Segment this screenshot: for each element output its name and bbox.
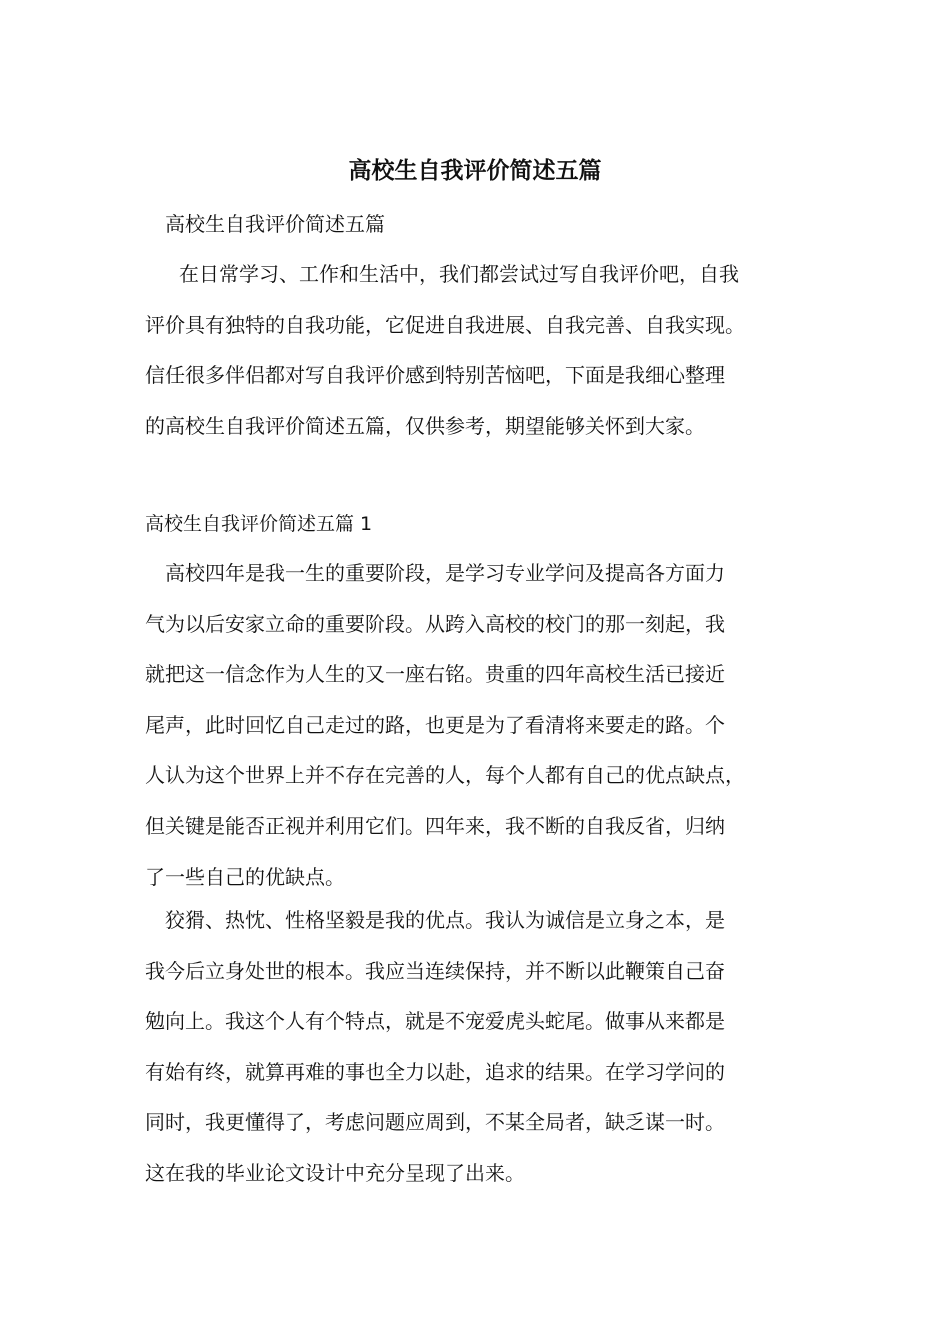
paragraph-line: 尾声，此时回忆自己走过的路，也更是为了看清将来要走的路。个 [145, 712, 725, 737]
intro-line: 在日常学习、工作和生活中，我们都尝试过写自我评价吧，自我 [179, 262, 739, 286]
paragraph-line: 同时，我更懂得了，考虑问题应周到，不某全局者，缺乏谋一时。 [145, 1110, 725, 1135]
paragraph-line: 就把这一信念作为人生的又一座右铭。贵重的四年高校生活已接近 [145, 662, 725, 687]
paragraph-line: 气为以后安家立命的重要阶段。从跨入高校的校门的那一刻起，我 [145, 611, 725, 636]
document-subtitle: 高校生自我评价简述五篇 [165, 212, 385, 236]
section1-paragraph-2 [145, 905, 835, 1209]
intro-line: 信任很多伴侣都对写自我评价感到特别苦恼吧，下面是我细心整理 [145, 363, 725, 388]
paragraph-line: 人认为这个世界上并不存在完善的人，每个人都有自己的优点缺点， [145, 763, 745, 788]
paragraph-line: 有始有终，就算再难的事也全力以赴，追求的结果。在学习学问的 [145, 1059, 725, 1084]
intro-line: 评价具有独特的自我功能，它促进自我进展、自我完善、自我实现。 [145, 312, 745, 337]
paragraph-line: 高校四年是我一生的重要阶段，是学习专业学问及提高各方面力 [165, 561, 725, 585]
section1-paragraph-1 [145, 558, 835, 912]
paragraph-line: 勉向上。我这个人有个特点，就是不宠爱虎头蛇尾。做事从来都是 [145, 1009, 725, 1034]
paragraph-line: 狡猾、热忱、性格坚毅是我的优点。我认为诚信是立身之本，是 [165, 908, 725, 932]
paragraph-line: 了一些自己的优缺点。 [145, 864, 345, 889]
paragraph-line: 这在我的毕业论文设计中充分呈现了出来。 [145, 1160, 525, 1185]
section-heading: 高校生自我评价简述五篇 1 [145, 513, 373, 535]
paragraph-line: 但关键是能否正视并利用它们。四年来，我不断的自我反省，归纳 [145, 813, 725, 838]
intro-line: 的高校生自我评价简述五篇，仅供参考，期望能够关怀到大家。 [145, 413, 705, 438]
document-title: 高校生自我评价简述五篇 [348, 157, 602, 184]
intro-paragraph [145, 259, 835, 461]
paragraph-line: 我今后立身处世的根本。我应当连续保持，并不断以此鞭策自己奋 [145, 958, 725, 983]
